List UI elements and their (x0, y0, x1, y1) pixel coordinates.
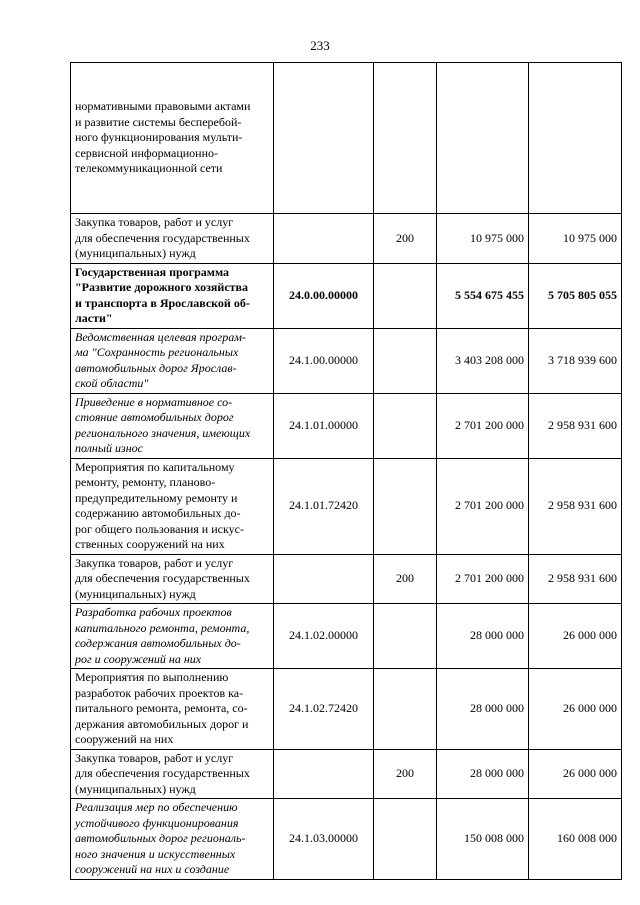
row-name-line: держания автомобильных дорог и (75, 716, 249, 731)
row-name-line: для обеспечения государственных (75, 230, 250, 245)
row-name-line: ской области" (75, 376, 149, 390)
code-cell: 24.1.03.00000 (274, 799, 374, 880)
amount-year2-cell: 160 008 000 (529, 799, 622, 880)
amount-year1-cell: 10 975 000 (437, 214, 529, 264)
row-name-line: Ведомственная целевая програм- (75, 329, 246, 344)
row-name-line: для обеспечения государственных (75, 571, 250, 585)
table-row (71, 799, 622, 880)
row-name-line: ного функционирования мульти- (75, 130, 243, 145)
row-name-line: полный износ (75, 441, 143, 455)
row-name-line: сооружений на них (75, 732, 174, 746)
row-name-line: ма "Сохранность региональных (75, 345, 239, 359)
code-cell (274, 63, 374, 214)
code-cell: 24.1.01.00000 (274, 393, 374, 458)
code-cell (274, 214, 374, 264)
row-name-line: сооружений на них и создание (75, 862, 230, 876)
row-name-line: для обеспечения государственных (75, 766, 250, 780)
row-name-cell (71, 458, 274, 554)
amount-year1-cell: 2 701 200 000 (437, 554, 529, 604)
amount-year1-cell: 2 701 200 000 (437, 458, 529, 554)
row-name-cell (71, 749, 274, 799)
row-name-line: (муниципальных) нужд (75, 246, 196, 260)
table-row (71, 669, 622, 750)
amount-year2-cell: 26 000 000 (529, 749, 622, 799)
row-name-cell (71, 799, 274, 880)
row-name-line: нормативными правовыми актами (75, 99, 251, 114)
expense-type-cell (374, 328, 437, 393)
code-cell (274, 749, 374, 799)
amount-year2-cell: 5 705 805 055 (529, 263, 622, 328)
row-name-line: Реализация мер по обеспечению (75, 800, 238, 814)
row-name-line: ственных сооружений на них (75, 537, 225, 551)
table-row (71, 328, 622, 393)
expense-type-cell (374, 263, 437, 328)
expense-type-cell (374, 458, 437, 554)
row-name-line: разработок рабочих проектов ка- (75, 685, 244, 700)
expense-type-cell (374, 393, 437, 458)
table-row (71, 63, 622, 214)
row-name-line: автомобильных дорог Ярослав- (75, 360, 237, 375)
row-name-cell (71, 263, 274, 328)
amount-year2-cell: 26 000 000 (529, 604, 622, 669)
row-name-cell (71, 328, 274, 393)
amount-year2-cell: 2 958 931 600 (529, 393, 622, 458)
code-cell: 24.0.00.00000 (274, 263, 374, 328)
row-name-line: стояние автомобильных дорог (75, 410, 234, 424)
table-row (71, 554, 622, 604)
amount-year1-cell: 150 008 000 (437, 799, 529, 880)
amount-year1-cell: 2 701 200 000 (437, 393, 529, 458)
table-row (71, 749, 622, 799)
row-name-line: Государственная программа (75, 264, 230, 279)
expense-type-cell (374, 604, 437, 669)
row-name-line: Закупка товаров, работ и услуг (75, 215, 234, 229)
row-name-line: рог и сооружений на них (75, 651, 202, 666)
row-name-line: сервисной информационно- (75, 145, 219, 160)
budget-table-body (71, 63, 622, 880)
row-name-line: ного значения и искусственных (75, 846, 236, 861)
row-name-line: капитального ремонта, ремонта, (75, 620, 250, 635)
code-cell: 24.1.00.00000 (274, 328, 374, 393)
code-cell: 24.1.02.00000 (274, 604, 374, 669)
expense-type-cell (374, 669, 437, 750)
row-name-cell (71, 214, 274, 264)
row-name-cell (71, 554, 274, 604)
row-name-line: (муниципальных) нужд (75, 586, 196, 601)
table-row (71, 263, 622, 328)
row-name-line: автомобильных дорог региональ- (75, 831, 246, 845)
amount-year2-cell: 26 000 000 (529, 669, 622, 750)
row-name-line: "Развитие дорожного хозяйства (75, 280, 249, 294)
expense-type-cell: 200 (374, 214, 437, 264)
row-name-cell (71, 604, 274, 669)
row-name-line: ремонту, ремонту, планово- (75, 475, 216, 489)
row-name-line: Приведение в нормативное со- (75, 394, 233, 409)
amount-year1-cell: 28 000 000 (437, 604, 529, 669)
row-name-line: ласти" (75, 311, 113, 325)
row-name-line: Закупка товаров, работ и услуг (75, 750, 234, 765)
amount-year1-cell: 28 000 000 (437, 749, 529, 799)
amount-year1-cell (437, 63, 529, 214)
row-name-cell (71, 63, 274, 214)
expense-type-cell: 200 (374, 749, 437, 799)
row-name-line: рог общего пользования и искус- (75, 521, 244, 536)
expense-type-cell: 200 (374, 554, 437, 604)
row-name-cell (71, 393, 274, 458)
table-row (71, 458, 622, 554)
row-name-line: устойчивого функционирования (75, 815, 239, 830)
expense-type-cell (374, 63, 437, 214)
amount-year2-cell: 2 958 931 600 (529, 554, 622, 604)
row-name-line: содержанию автомобильных до- (75, 506, 241, 520)
code-cell: 24.1.02.72420 (274, 669, 374, 750)
row-name-line: содержания автомобильных до- (75, 636, 241, 650)
row-name-cell (71, 669, 274, 750)
row-name-line: Мероприятия по капитальному (75, 459, 235, 474)
amount-year2-cell: 3 718 939 600 (529, 328, 622, 393)
row-name-line: телекоммуникационной сети (75, 161, 223, 176)
amount-year2-cell (529, 63, 622, 214)
amount-year2-cell: 10 975 000 (529, 214, 622, 264)
table-row (71, 393, 622, 458)
table-row (71, 214, 622, 264)
code-cell (274, 554, 374, 604)
table-row (71, 604, 622, 669)
amount-year1-cell: 3 403 208 000 (437, 328, 529, 393)
code-cell: 24.1.01.72420 (274, 458, 374, 554)
expense-type-cell (374, 799, 437, 880)
row-name-line: и транспорта в Ярославской об- (75, 295, 250, 310)
row-name-line: питального ремонта, ремонта, со- (75, 701, 248, 715)
row-name-line: регионального значения, имеющих (75, 425, 251, 440)
row-name-line: предупредительному ремонту и (75, 490, 238, 505)
amount-year2-cell: 2 958 931 600 (529, 458, 622, 554)
row-name-line: Мероприятия по выполнению (75, 670, 229, 684)
row-name-line: и развитие системы бесперебой- (75, 114, 242, 129)
row-name-line: (муниципальных) нужд (75, 781, 196, 796)
row-name-line: Закупка товаров, работ и услуг (75, 555, 234, 570)
amount-year1-cell: 5 554 675 455 (437, 263, 529, 328)
row-name-line: Разработка рабочих проектов (75, 605, 232, 619)
amount-year1-cell: 28 000 000 (437, 669, 529, 750)
page-number: 233 (310, 38, 330, 53)
budget-table (70, 62, 622, 880)
